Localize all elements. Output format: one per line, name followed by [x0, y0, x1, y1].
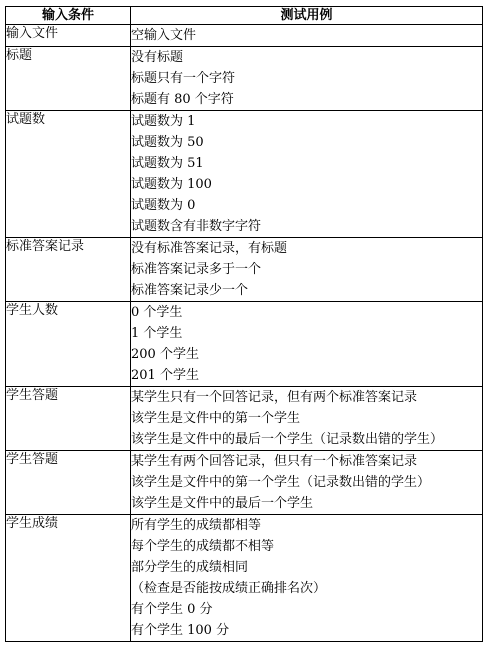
input-condition-cell: 学生答题 [6, 387, 131, 451]
table-body [6, 25, 483, 642]
test-cases-cell [131, 238, 483, 302]
test-cases-cell [131, 111, 483, 238]
test-case-item: 1 个学生 [131, 326, 183, 341]
test-case-item: 标准答案记录少一个 [131, 283, 249, 298]
input-condition-cell: 学生人数 [6, 302, 131, 387]
test-cases-cell [131, 25, 483, 47]
table-row [6, 387, 483, 451]
test-case-item: 该学生是文件中的最后一个学生（记录数出错的学生） [131, 432, 444, 447]
test-case-item: 该学生是文件中的第一个学生（记录数出错的学生） [131, 475, 431, 490]
test-case-table [5, 6, 483, 642]
test-case-item: 试题数为 1 [131, 114, 196, 129]
test-case-item: 所有学生的成绩都相等 [131, 518, 262, 533]
test-case-item: 部分学生的成绩相同 [131, 560, 249, 575]
table-row [6, 302, 483, 387]
test-case-item: 标准答案记录多于一个 [131, 262, 262, 277]
test-case-item: 试题数为 100 [131, 177, 212, 192]
input-condition-cell: 学生答题 [6, 451, 131, 515]
table-row [6, 515, 483, 642]
test-case-item: 该学生是文件中的第一个学生 [131, 411, 301, 426]
test-case-item: 有个学生 100 分 [131, 623, 230, 638]
input-condition-cell: 输入文件 [6, 25, 131, 47]
table-row [6, 238, 483, 302]
test-cases-cell [131, 47, 483, 111]
header-row [6, 7, 483, 25]
test-case-item: 某学生只有一个回答记录，但有两个标准答案记录 [131, 390, 418, 405]
table-row [6, 451, 483, 515]
test-cases-cell [131, 302, 483, 387]
table-row [6, 111, 483, 238]
test-case-item: 空输入文件 [131, 28, 197, 43]
test-case-item: 试题数为 51 [131, 156, 204, 171]
input-condition-cell: 试题数 [6, 111, 131, 238]
test-case-item: 该学生是文件中的最后一个学生 [131, 496, 314, 511]
table-row [6, 25, 483, 47]
test-case-item: 标题有 80 个字符 [131, 92, 234, 107]
test-cases-cell [131, 387, 483, 451]
test-case-item: 200 个学生 [131, 347, 199, 362]
test-case-item: 201 个学生 [131, 368, 199, 383]
test-case-item: 标题只有一个字符 [131, 71, 236, 86]
input-condition-cell: 标准答案记录 [6, 238, 131, 302]
test-case-item: 每个学生的成绩都不相等 [131, 539, 275, 554]
test-case-item: 试题数为 0 [131, 198, 196, 213]
test-case-item: 有个学生 0 分 [131, 602, 213, 617]
test-case-item: 某学生有两个回答记录，但只有一个标准答案记录 [131, 454, 418, 469]
input-condition-cell: 标题 [6, 47, 131, 111]
test-case-item: 试题数为 50 [131, 135, 204, 150]
table-row [6, 47, 483, 111]
test-cases-cell [131, 451, 483, 515]
test-cases-cell [131, 515, 483, 642]
input-condition-cell: 学生成绩 [6, 515, 131, 642]
header-condition: 输入条件 [6, 7, 131, 25]
test-case-item: 没有标准答案记录，有标题 [131, 241, 288, 256]
test-case-item: 0 个学生 [131, 305, 183, 320]
test-case-item: （检查是否能按成绩正确排名次） [131, 581, 327, 596]
test-case-item: 没有标题 [131, 50, 184, 65]
test-case-item: 试题数含有非数字字符 [131, 219, 262, 234]
header-testcase: 测试用例 [131, 7, 483, 25]
